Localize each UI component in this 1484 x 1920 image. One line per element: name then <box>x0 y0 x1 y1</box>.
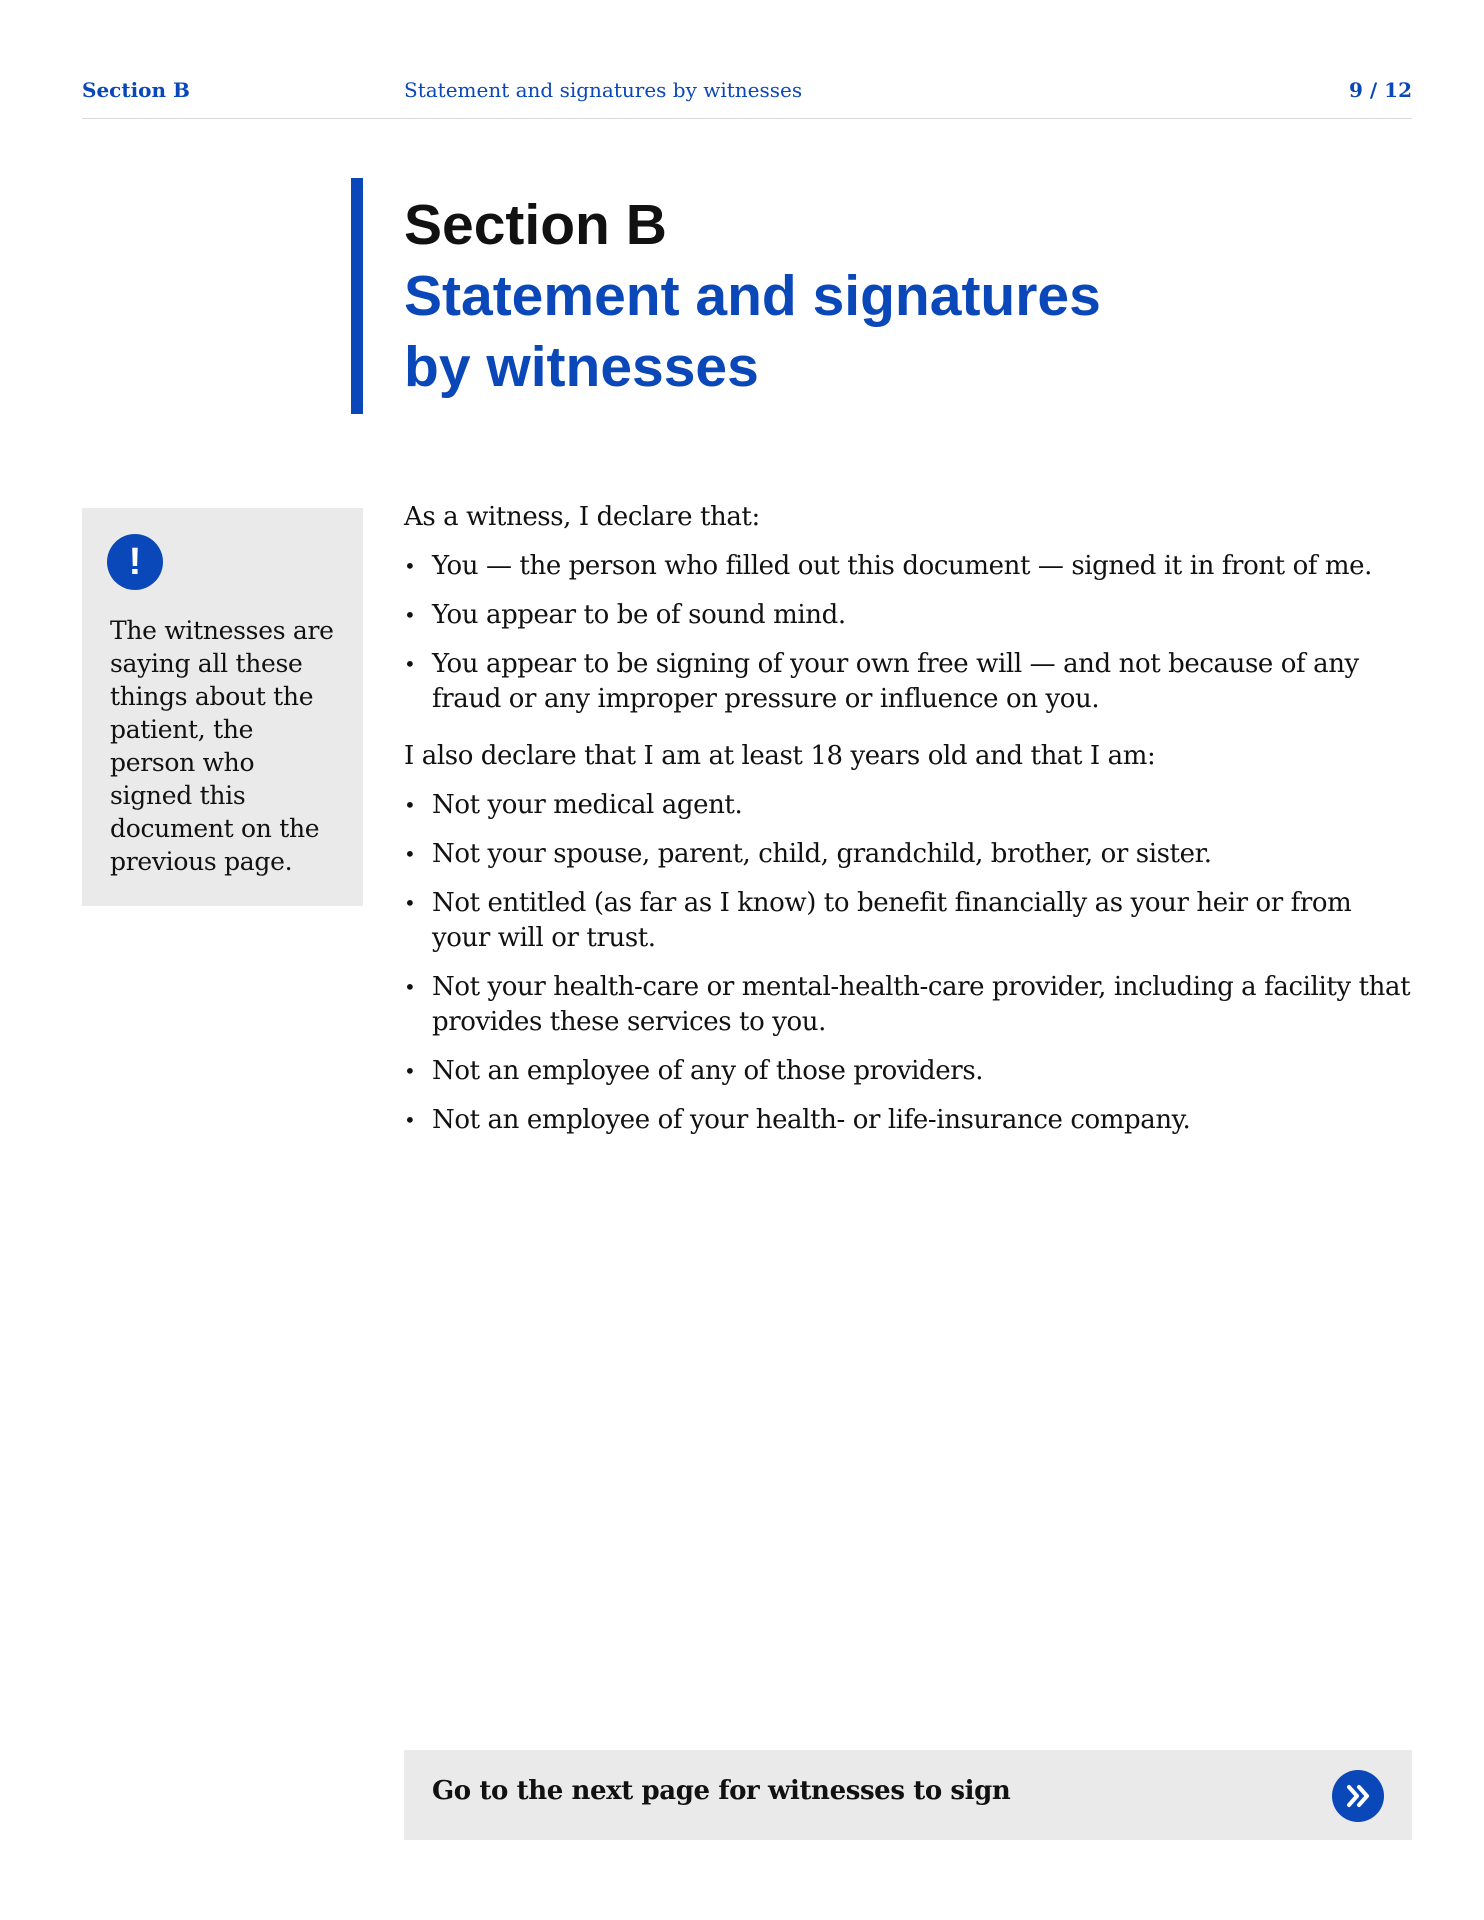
declaration-body <box>404 500 1414 1138</box>
list-item: • Not your health-care or mental-health-care provider, including a facility that provides these services to you. <box>404 972 1411 1037</box>
declaration-list <box>404 549 1414 717</box>
list-item: • Not an employee of any of those providers. <box>404 1054 1414 1089</box>
list-item: • Not an employee of your health- or life-insurance company. <box>404 1103 1414 1138</box>
exclamation-icon: ! <box>107 534 163 590</box>
bullet-icon: • <box>404 891 416 915</box>
bullet-icon: • <box>404 842 416 866</box>
list-item: • You appear to be signing of your own free will — and not because of any fraud or any improper pressure or influence on you. <box>404 649 1359 714</box>
bullet-icon: • <box>404 603 416 627</box>
next-page-label: Go to the next page for witnesses to sign <box>432 1776 1011 1806</box>
page-title <box>404 190 1101 403</box>
bullet-icon: • <box>404 554 416 578</box>
list-item: • You — the person who filled out this document — signed it in front of me. <box>404 549 1414 584</box>
page-number: 9 / 12 <box>1349 78 1412 102</box>
bullet-icon: • <box>404 1108 416 1132</box>
declaration-intro: As a witness, I declare that: <box>404 502 760 532</box>
title-heading-line1: Statement and signatures <box>404 264 1101 328</box>
list-item: • You appear to be of sound mind. <box>404 598 1414 633</box>
witness-note-callout <box>82 508 363 906</box>
list-item: • Not your spouse, parent, child, grandchild, brother, or sister. <box>404 837 1414 872</box>
title-heading-line2: by witnesses <box>404 335 759 399</box>
double-chevron-right-icon[interactable] <box>1332 1770 1384 1822</box>
list-item: • Not your medical agent. <box>404 788 1414 823</box>
eligibility-list <box>404 788 1414 1138</box>
running-header-section: Section B <box>82 78 190 102</box>
eligibility-intro: I also declare that I am at least 18 years old and that I am: <box>404 741 1156 771</box>
running-header-title: Statement and signatures by witnesses <box>404 78 803 102</box>
title-accent-bar <box>351 178 363 414</box>
bullet-icon: • <box>404 1059 416 1083</box>
list-item: • Not entitled (as far as I know) to benefit financially as your heir or from your will or trust. <box>404 888 1352 953</box>
bullet-icon: • <box>404 652 416 676</box>
title-section: Section B <box>404 193 667 257</box>
bullet-icon: • <box>404 975 416 999</box>
running-header <box>82 76 1412 119</box>
next-page-link[interactable] <box>404 1750 1412 1840</box>
bullet-icon: • <box>404 793 416 817</box>
callout-text: The witnesses are saying all these things about the patient, the person who signed this document on the previous page. <box>110 616 334 876</box>
